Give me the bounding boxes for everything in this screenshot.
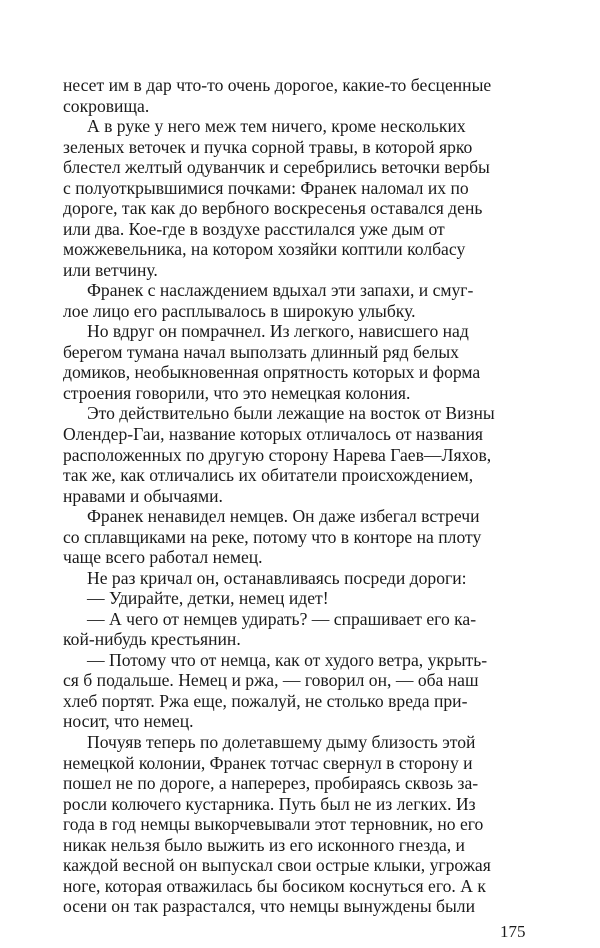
text-line: Это действительно были лежащие на восток от Визны: [87, 403, 495, 424]
text-line: Франек ненавидел немцев. Он даже избегал встречи: [87, 506, 480, 527]
text-line: никак нельзя было выжить из его исконного гнезда, и: [63, 834, 465, 855]
text-line: хлеб портят. Ржа еще, пожалуй, не столько вреда при-: [63, 690, 468, 711]
text-line: зеленых веточек и пучка сорной травы, в которой ярко: [63, 136, 473, 157]
text-line: Олендер-Гаи, название которых отличалось от названия: [63, 424, 483, 445]
text-line: кой-нибудь крестьянин.: [63, 629, 241, 650]
text-line: строения говорили, что это немецкая колония.: [63, 382, 411, 403]
text-line: с полуоткрывшимися почками: Франек наломал их по: [63, 177, 469, 198]
text-line: ся б подальше. Немец и ржа, — говорил он, — оба наш: [63, 670, 479, 691]
text-line: — Потому что от немца, как от худого ветра, укрыть-: [87, 649, 488, 670]
text-line: расположенных по другую сторону Нарева Гаев—Ляхов,: [63, 444, 492, 465]
text-line: пошел не по дороге, а наперерез, пробираясь сквозь за-: [63, 773, 479, 794]
text-line: осени он так разрастался, что немцы вынуждены были: [63, 896, 476, 917]
text-line: берегом тумана начал выползать длинный ряд белых: [63, 341, 459, 362]
text-line: чаще всего работал немец.: [63, 547, 263, 568]
text-line: блестел желтый одуванчик и серебрились веточки вербы: [63, 157, 490, 178]
text-line: — Удирайте, детки, немец идет!: [87, 588, 329, 609]
text-line: со сплавщиками на реке, потому что в конторе на плоту: [63, 526, 482, 547]
text-line: Не раз кричал он, останавливаясь посреди дороги:: [87, 567, 467, 588]
text-line: года в год немцы выкорчевывали этот терновник, но его: [63, 814, 484, 835]
text-line: А в руке у него меж тем ничего, кроме нескольких: [87, 116, 466, 137]
text-line: Но вдруг он помрачнел. Из легкого, нависшего над: [87, 321, 469, 342]
text-line: лое лицо его расплывалось в широкую улыбку.: [63, 300, 416, 321]
text-line: или ветчину.: [63, 259, 158, 280]
text-line: так же, как отличались их обитатели происхождением,: [63, 465, 474, 486]
text-line: нравами и обычаями.: [63, 485, 223, 506]
text-line: немецкой колонии, Франек тотчас свернул в сторону и: [63, 752, 473, 773]
text-line: дороге, так как до вербного воскресенья оставался день: [63, 198, 483, 219]
text-line: или два. Кое-где в воздухе расстилался уже дым от: [63, 218, 445, 239]
text-line: носит, что немец.: [63, 711, 194, 732]
text-line: Почуяв теперь по долетавшему дыму близость этой: [87, 731, 476, 752]
text-line: домиков, необыкновенная опрятность которых и форма: [63, 362, 481, 383]
text-line: несет им в дар что-то очень дорогое, какие-то бесценные: [63, 75, 492, 95]
text-line: Франек с наслаждением вдыхал эти запахи, и смуг-: [87, 280, 474, 301]
text-line: ноге, которая отважилась бы босиком коснуться его. А к: [63, 875, 486, 896]
text-line: можжевельника, на котором хозяйки коптили колбасу: [63, 239, 466, 260]
text-line: каждой весной он выпускал свои острые клыки, угрожая: [63, 855, 491, 876]
text-line: росли колючего кустарника. Путь был не из легких. Из: [63, 793, 476, 814]
text-line: сокровища.: [63, 95, 150, 116]
text-line: — А чего от немцев удирать? — спрашивает его ка-: [87, 608, 477, 629]
page-number: 175: [500, 922, 526, 942]
